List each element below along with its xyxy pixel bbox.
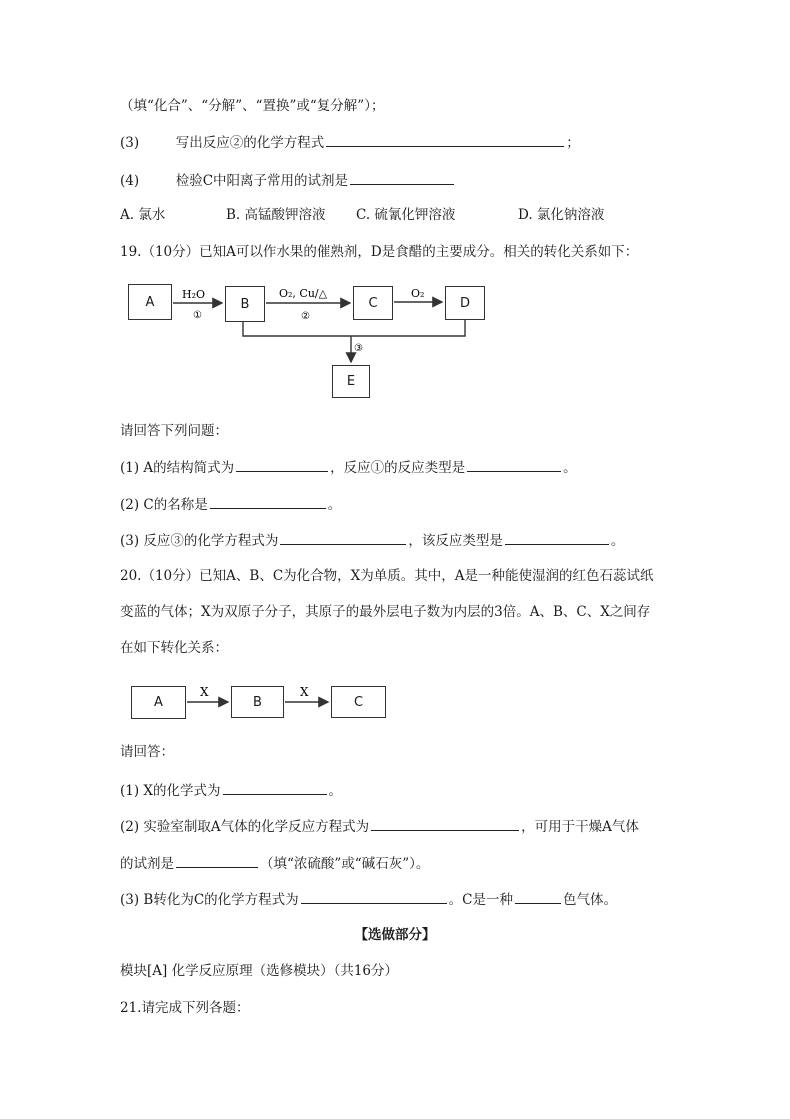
- q4-number: (4): [120, 173, 140, 189]
- q20-s2-d: （填“浓硫酸”或“碱石灰”）。: [260, 856, 430, 872]
- q20-s2-b: ，可用于干燥A气体: [521, 819, 639, 835]
- q20-s1-a: (1) X的化学式为: [120, 783, 221, 799]
- diagram1-arrows: [0, 0, 790, 420]
- q19-s3-c: 。: [610, 533, 625, 549]
- q19-s1-blank2[interactable]: [467, 457, 561, 472]
- option-c: C. 硫氰化钾溶液: [356, 207, 456, 223]
- module-a-title: 模块[A] 化学反应原理（选修模块）（共16分）: [120, 963, 399, 979]
- q19-intro: 19.（10分）已知A可以作水果的催熟剂，D是食醋的主要成分。相关的转化关系如下：: [120, 244, 639, 260]
- diagram1-box-b: B: [225, 286, 265, 322]
- q20-prompt: 请回答：: [120, 744, 174, 760]
- option-b: B. 高锰酸钾溶液: [226, 207, 326, 223]
- q20-s1-b: 。: [328, 783, 343, 799]
- q19-sub3: [120, 530, 624, 550]
- q20-s2-blank2[interactable]: [176, 853, 258, 868]
- q20-s3-blank1[interactable]: [301, 889, 447, 904]
- option-a: A. 氯水: [120, 207, 166, 223]
- arrow4-label: ③: [354, 343, 363, 354]
- q20-s3-b: 。C是一种: [448, 892, 514, 908]
- diagram1-box-a: A: [128, 284, 172, 320]
- q20-s2-blank1[interactable]: [371, 816, 519, 831]
- q20-sub2-cont: [120, 853, 429, 873]
- q20-s2-a: (2) 实验室制取A气体的化学反应方程式为: [120, 819, 370, 835]
- fill-type-note: （填“化合”、“分解”、“置换”或“复分解”）；: [120, 98, 385, 114]
- q19-s1-a: (1) A的结构简式为: [120, 460, 235, 476]
- arrow2-top-label: O₂, Cu/△: [279, 287, 328, 300]
- q20-line3: 在如下转化关系：: [120, 640, 228, 656]
- option-d: D. 氯化钠溶液: [518, 207, 605, 223]
- arrow1-bottom-label: ①: [193, 310, 202, 321]
- diagram1-box-e: E: [332, 365, 370, 398]
- question-21: 21.请完成下列各题：: [120, 1000, 250, 1016]
- connector-b-d: [243, 320, 465, 336]
- optional-section-title: 【选做部分】: [354, 927, 436, 943]
- q3-text: 写出反应②的化学方程式: [175, 135, 325, 151]
- q20-s3-c: 色气体。: [563, 892, 618, 908]
- q19-s3-blank2[interactable]: [505, 530, 609, 545]
- q3-number: (3): [120, 135, 140, 151]
- q20-s3-blank2[interactable]: [515, 889, 561, 904]
- arrow3-top-label: O₂: [411, 287, 425, 300]
- q19-s1-b: ，反应①的反应类型是: [330, 460, 466, 476]
- arrow2-bottom-label: ②: [301, 311, 310, 322]
- q19-s2-blank[interactable]: [210, 494, 326, 509]
- q3-end: ；: [566, 135, 580, 151]
- q20-s1-blank[interactable]: [223, 780, 327, 795]
- q19-prompt: 请回答下列问题：: [120, 423, 228, 439]
- arrow-label-x2: X: [300, 685, 309, 699]
- q20-sub3: [120, 889, 617, 909]
- arrow1-top-label: H₂O: [182, 288, 206, 301]
- q4-text: 检验C中阳离子常用的试剂是: [175, 173, 349, 189]
- diagram2-box-a: A: [131, 686, 186, 719]
- q19-s1-blank1[interactable]: [236, 457, 328, 472]
- diagram1-box-d: D: [445, 286, 485, 320]
- q19-s1-c: 。: [563, 460, 577, 476]
- q20-s3-a: (3) B转化为C的化学方程式为: [120, 892, 299, 908]
- q20-sub2: [120, 816, 639, 836]
- q19-s3-b: ，该反应类型是: [408, 533, 503, 549]
- q20-sub1: [120, 780, 342, 800]
- q19-s2-b: 。: [327, 497, 342, 513]
- q19-s3-a: (3) 反应③的化学方程式为: [120, 533, 279, 549]
- q20-line2: 变蓝的气体；X为双原子分子，其原子的最外层电子数为内层的3倍。A、B、C、X之间存: [120, 604, 651, 620]
- q20-s2-c: 的试剂是: [120, 856, 174, 872]
- diagram2-arrows: [0, 670, 790, 730]
- q19-s2-a: (2) C的名称是: [120, 497, 208, 513]
- q19-sub1: [120, 457, 577, 477]
- q19-s3-blank1[interactable]: [280, 530, 406, 545]
- q19-sub2: [120, 494, 341, 514]
- diagram2-box-b: B: [231, 686, 284, 718]
- q20-line1: 20.（10分）已知A、B、C为化合物，X为单质。其中，A是一种能使湿润的红色石蕊试纸: [120, 568, 654, 584]
- diagram1-box-c: C: [353, 286, 393, 320]
- diagram2-box-c: C: [331, 686, 386, 718]
- arrow-label-x1: X: [200, 685, 209, 699]
